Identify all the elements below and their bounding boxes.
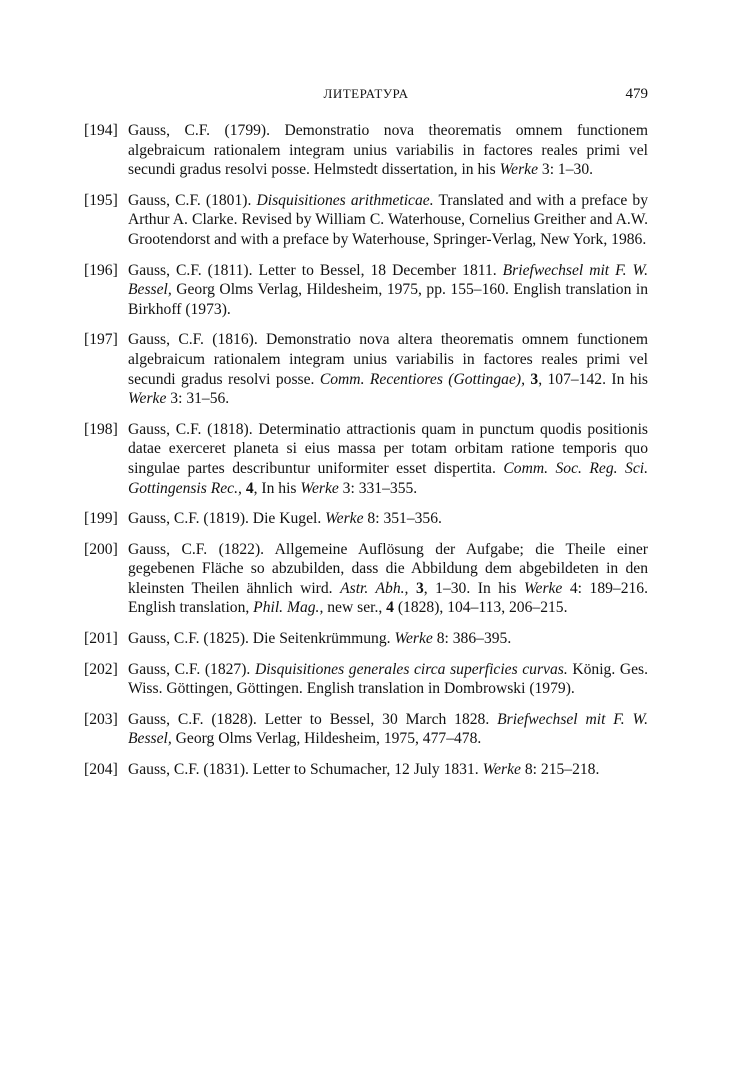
text-segment: Georg Olms Verlag, Hildesheim, 1975, pp. 155–160. English translation in Birkhoff (1973). bbox=[128, 281, 648, 318]
reference-entry bbox=[84, 540, 648, 618]
italic-segment: Comm. Recentiores (Gottingae), bbox=[319, 370, 525, 388]
text-segment: Gauss, C.F. (1811). Letter to Bessel, 18 December 1811. bbox=[128, 261, 503, 279]
reference-text bbox=[128, 711, 648, 748]
italic-segment: Disquisitiones generales circa superficies curvas. bbox=[254, 660, 568, 678]
text-segment: 8: 215–218. bbox=[520, 761, 600, 779]
reference-number: [200] bbox=[84, 540, 118, 558]
reference-text bbox=[128, 661, 648, 698]
reference-entry bbox=[84, 330, 648, 408]
italic-segment: Werke bbox=[499, 161, 538, 179]
running-title: ЛИТЕРАТУРА bbox=[323, 86, 409, 101]
italic-segment: Briefwechsel mit F. W. Bessel, bbox=[128, 261, 648, 299]
text-segment: Gauss, C.F. (1828). Letter to Bessel, 30 March 1828. bbox=[128, 710, 498, 728]
reference-text bbox=[128, 541, 648, 617]
reference-number: [196] bbox=[84, 261, 118, 279]
italic-segment: Disquisitiones arithmeticae. bbox=[256, 191, 434, 209]
reference-number: [203] bbox=[84, 710, 118, 728]
text-segment: Gauss, C.F. (1819). Die Kugel. bbox=[128, 510, 326, 528]
reference-entry bbox=[84, 760, 648, 780]
bold-segment: 3 bbox=[415, 579, 424, 597]
reference-number: [197] bbox=[84, 331, 118, 349]
text-segment bbox=[408, 580, 416, 597]
text-segment: 8: 351–356. bbox=[363, 510, 442, 528]
text-segment: Gauss, C.F. (1818). Determinatio attractionis quam in punctum quodis positionis datae exerceret planeta si eius massa per totam orbitam ratione temporis quo singulae partes describuntur uniformiter esset dispertita. bbox=[128, 420, 648, 477]
text-segment: 3: 1–30. bbox=[538, 161, 594, 179]
text-segment: (1828), 104–113, 206–215. bbox=[393, 599, 568, 617]
text-segment: Gauss, C.F. (1827). bbox=[128, 660, 255, 678]
reference-number: [195] bbox=[84, 191, 118, 209]
italic-segment: Briefwechsel mit F. W. Bessel, bbox=[128, 710, 648, 748]
reference-text bbox=[128, 630, 511, 647]
reference-entry bbox=[84, 420, 648, 498]
reference-number: [201] bbox=[84, 630, 118, 648]
text-segment: 4: 189–216. English translation, bbox=[128, 579, 648, 617]
reference-text bbox=[128, 421, 648, 497]
reference-text bbox=[128, 331, 648, 407]
reference-number: [194] bbox=[84, 122, 118, 139]
text-segment: , 1–30. In his bbox=[423, 579, 524, 597]
italic-segment: Werke bbox=[128, 390, 167, 408]
bold-segment: 4 bbox=[386, 599, 394, 617]
italic-segment: Werke bbox=[325, 510, 364, 528]
text-segment: Translated and with a preface by Arthur A. Clarke. Revised by William C. Waterhouse, Cornelius Greither and A.W. Grootendorst and with a preface by Waterhouse, Springer-Verlag, New York, 1986. bbox=[128, 191, 648, 248]
reference-text bbox=[128, 122, 648, 178]
text-segment: Georg Olms Verlag, Hildesheim, 1975, 477–478. bbox=[171, 730, 482, 748]
reference-number: [199] bbox=[84, 510, 118, 528]
text-segment: 3: 31–56. bbox=[166, 390, 230, 408]
reference-entry bbox=[84, 710, 648, 749]
italic-segment: Werke bbox=[394, 630, 433, 648]
reference-entry bbox=[84, 629, 648, 649]
reference-number: [202] bbox=[84, 660, 118, 678]
bold-segment: 4 bbox=[245, 479, 254, 497]
text-segment: Gauss, C.F. (1799). Demonstratio nova theorematis omnem functionem algebraicum rationalem integram unius variabilis in factores reales primi vel secundi gradus resolvi posse. Helmstedt dissertation, in his bbox=[128, 122, 648, 179]
text-segment: König. Ges. Wiss. Göttingen, Göttingen. English translation in Dombrowski (1979). bbox=[128, 660, 648, 698]
italic-segment: Astr. Abh., bbox=[340, 579, 409, 597]
text-segment: Gauss, C.F. (1822). Allgemeine Auflösung der Aufgabe; die Theile einer gegebenen Fläche so abzubilden, dass die Abbildung dem abgebildeten in den kleinsten Theilen ähnlich wird. bbox=[128, 540, 648, 597]
text-segment: 3: 331–355. bbox=[338, 479, 418, 497]
reference-entry bbox=[84, 261, 648, 320]
reference-entry bbox=[84, 191, 648, 250]
text-segment: Gauss, C.F. (1825). Die Seitenkrümmung. bbox=[128, 630, 395, 648]
reference-text bbox=[128, 192, 648, 248]
reference-entry bbox=[84, 509, 648, 529]
reference-text bbox=[128, 262, 648, 318]
text-segment: Gauss, C.F. (1816). Demonstratio nova altera theorematis omnem functionem algebraicum rationalem integram unius variabilis in factores reales primi vel secundi gradus resolvi posse. bbox=[128, 331, 648, 388]
italic-segment: Comm. Soc. Reg. Sci. Gottingensis Rec., bbox=[128, 459, 648, 497]
reference-number: [204] bbox=[84, 761, 118, 779]
italic-segment: Phil. Mag., bbox=[253, 599, 324, 617]
text-segment: 8: 386–395. bbox=[432, 630, 512, 648]
text-segment: new ser., bbox=[323, 599, 387, 617]
reference-text bbox=[128, 761, 599, 778]
text-segment: Gauss, C.F. (1801). bbox=[128, 191, 257, 209]
italic-segment: Werke bbox=[300, 479, 339, 497]
text-segment: , In his bbox=[253, 479, 301, 497]
reference-text bbox=[128, 510, 442, 527]
running-header bbox=[84, 86, 648, 106]
reference-list bbox=[84, 121, 648, 791]
reference-number: [198] bbox=[84, 420, 118, 438]
italic-segment: Werke bbox=[523, 579, 563, 597]
text-segment: Gauss, C.F. (1831). Letter to Schumacher, 12 July 1831. bbox=[128, 761, 483, 779]
italic-segment: Werke bbox=[482, 761, 521, 779]
reference-entry bbox=[84, 121, 648, 180]
page-number: 479 bbox=[625, 86, 648, 102]
bold-segment: 3 bbox=[530, 370, 539, 388]
text-segment: , 107–142. In his bbox=[538, 370, 648, 388]
reference-entry bbox=[84, 660, 648, 699]
